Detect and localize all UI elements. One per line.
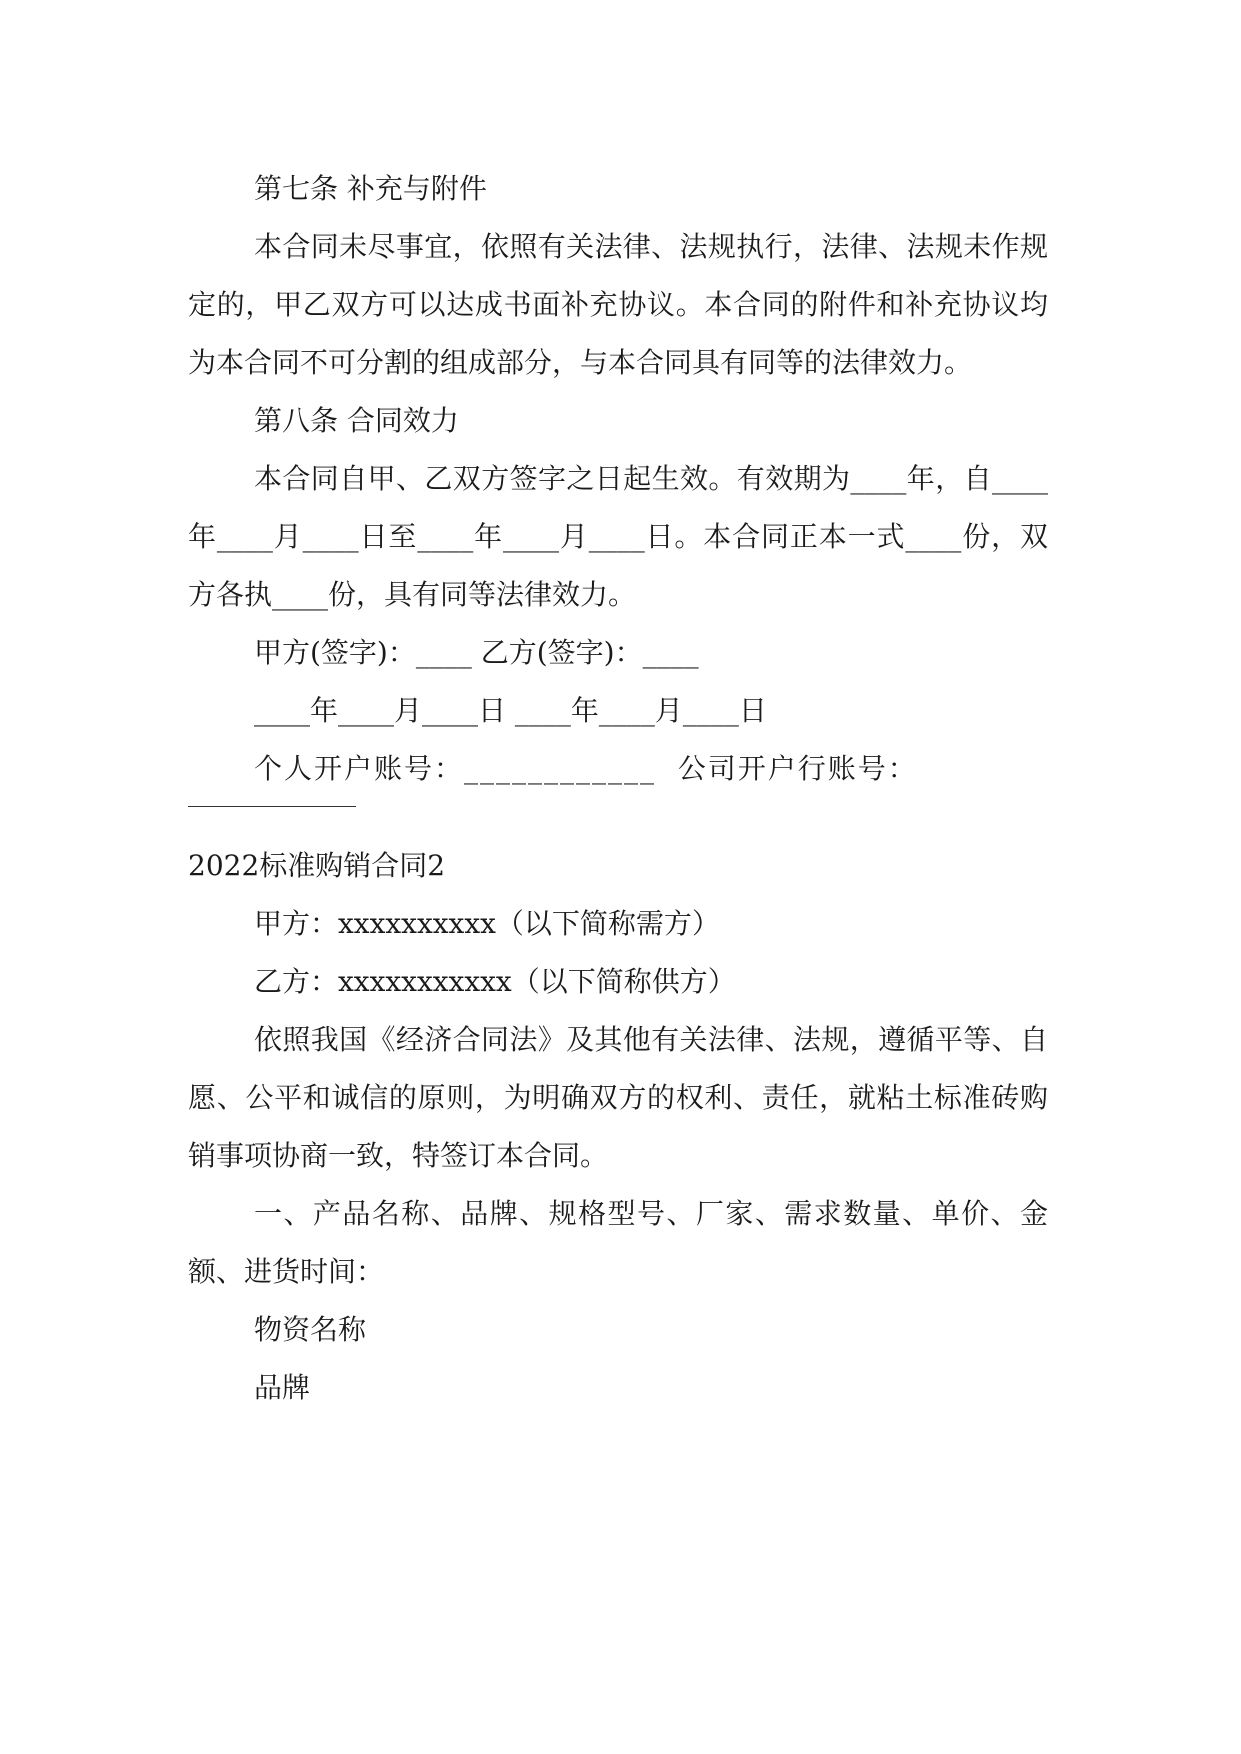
party-b: 乙方：xxxxxxxxxxx（以下简称供方） bbox=[254, 965, 736, 998]
item-name-label: 物资名称 bbox=[254, 1313, 367, 1346]
signature-line: 甲方(签字)：____ 乙方(签字)：____ bbox=[254, 636, 699, 669]
account-blank-line bbox=[188, 806, 356, 807]
section-8-heading: 第八条 合同效力 bbox=[254, 404, 459, 437]
account-numbers: 个人开户账号：____________ 公司开户行账号： bbox=[254, 752, 918, 785]
section-7-body: 本合同未尽事宜，依照有关法律、法规执行，法律、法规未作规定的，甲乙双方可以达成书面补充协议。本合同的附件和补充协议均为本合同不可分割的组成部分，与本合同具有同等的法律效力。 bbox=[188, 230, 1048, 379]
section-8-body: 本合同自甲、乙双方签字之日起生效。有效期为____年，自____年____月____日至____年____月____日。本合同正本一式____份，双方各执____份，具有同等法律效力。 bbox=[188, 462, 1048, 611]
clause-1: 一、产品名称、品牌、规格型号、厂家、需求数量、单价、金额、进货时间： bbox=[188, 1197, 1048, 1288]
document-page bbox=[188, 160, 1048, 1417]
section-7-heading: 第七条 补充与附件 bbox=[254, 172, 487, 205]
item-brand-label: 品牌 bbox=[254, 1371, 311, 1404]
party-a: 甲方：xxxxxxxxxx（以下简称需方） bbox=[254, 907, 720, 940]
contract-2-preamble: 依照我国《经济合同法》及其他有关法律、法规，遵循平等、自愿、公平和诚信的原则，为明确双方的权利、责任，就粘土标准砖购销事项协商一致，特签订本合同。 bbox=[188, 1023, 1048, 1172]
contract-2-title: 2022标准购销合同2 bbox=[188, 849, 446, 882]
signature-dates: ____年____月____日 ____年____月____日 bbox=[254, 694, 767, 727]
